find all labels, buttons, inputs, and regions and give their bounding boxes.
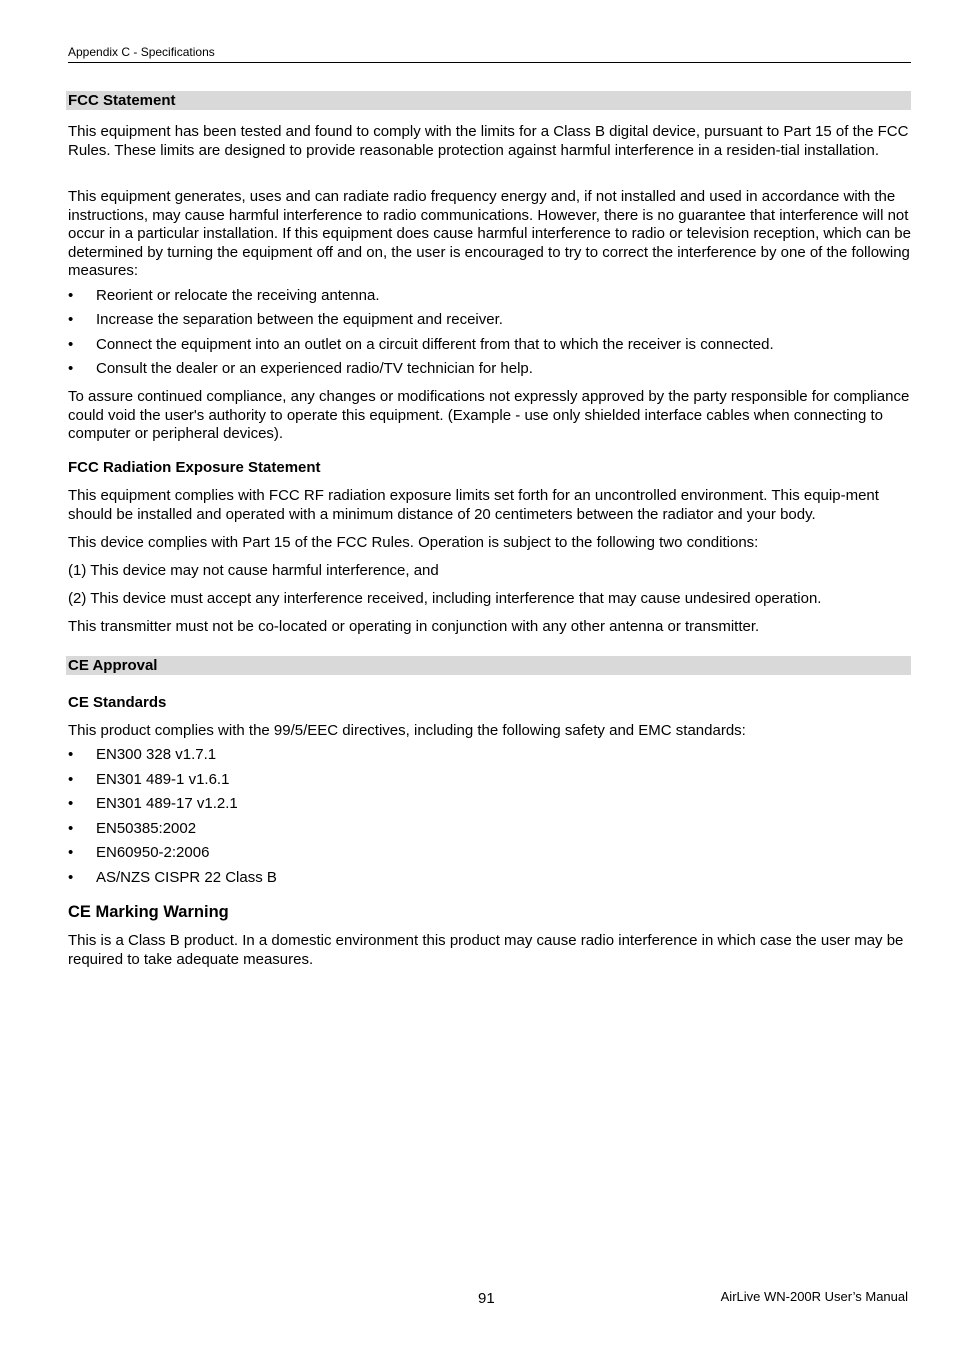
fcc-paragraph-3: To assure continued compliance, any changes or modifications not expressly approved by the party responsible for compliance could void the user's authority to operate this equipment. (Example - use only shielded interface cables when connecting to computer or peripheral devices). xyxy=(68,388,910,442)
header-title: Appendix C - Specifications xyxy=(68,45,215,59)
list-item xyxy=(68,746,216,764)
condition-1: (1) This device may not cause harmful interference, and xyxy=(68,562,439,579)
list-item xyxy=(68,820,196,838)
fcc-paragraph-2: This equipment generates, uses and can radiate radio frequency energy and, if not installed and used in accordance with the instructions, may cause harmful interference to radio communications. However, there is no guarantee that interference will not occur in a particular installation. If this equipment does cause harmful interference to radio or television reception, which can be determined by turning the equipment off and on, the user is encouraged to try to correct the interference by one of the following measures: xyxy=(68,188,911,279)
section-title-fcc-statement: FCC Statement xyxy=(66,91,911,110)
list-item xyxy=(68,771,229,789)
radiation-paragraph-2: This device complies with Part 15 of the FCC Rules. Operation is subject to the following two conditions: xyxy=(68,534,759,551)
ce-warning-text: This is a Class B product. In a domestic environment this product may cause radio interference in which case the user may be required to take adequate measures. xyxy=(68,932,904,968)
list-item-text: Reorient or relocate the receiving antenna. xyxy=(96,287,380,304)
page-number: 91 xyxy=(478,1290,495,1307)
list-item-text: EN301 489-1 v1.6.1 xyxy=(96,771,230,788)
bullet-icon: • xyxy=(68,844,74,861)
heading-ce-marking-warning: CE Marking Warning xyxy=(68,903,229,921)
list-item-text: EN300 328 v1.7.1 xyxy=(96,746,217,763)
ce-standards-intro: This product complies with the 99/5/EEC directives, including the following safety and EMC standards: xyxy=(68,722,746,739)
bullet-icon: • xyxy=(68,287,74,304)
list-item-text: EN301 489-17 v1.2.1 xyxy=(96,795,238,812)
bullet-icon: • xyxy=(68,771,74,788)
bullet-icon: • xyxy=(68,869,74,886)
list-item xyxy=(68,869,277,887)
condition-2: (2) This device must accept any interference received, including interference that may cause undesired operation. xyxy=(68,590,822,607)
section-title-ce-approval: CE Approval xyxy=(66,656,911,675)
radiation-paragraph-3: This transmitter must not be co-located or operating in conjunction with any other antenna or transmitter. xyxy=(68,618,760,635)
list-item-text: EN50385:2002 xyxy=(96,820,197,837)
list-item xyxy=(68,336,774,354)
fcc-paragraph-1: This equipment has been tested and found to comply with the limits for a Class B digital device, pursuant to Part 15 of the FCC Rules. These limits are designed to provide reasonable protection against harmful interference in a residen-tial installation. xyxy=(68,123,909,159)
page-header xyxy=(68,44,911,63)
list-item xyxy=(68,311,503,329)
bullet-icon: • xyxy=(68,336,74,353)
list-item xyxy=(68,795,238,813)
bullet-icon: • xyxy=(68,311,74,328)
manual-title: AirLive WN-200R User’s Manual xyxy=(720,1289,908,1304)
heading-ce-standards: CE Standards xyxy=(68,694,167,711)
list-item xyxy=(68,844,209,862)
heading-fcc-radiation: FCC Radiation Exposure Statement xyxy=(68,459,321,476)
list-item-text: Increase the separation between the equipment and receiver. xyxy=(96,311,503,328)
bullet-icon: • xyxy=(68,820,74,837)
list-item xyxy=(68,360,533,378)
list-item xyxy=(68,287,380,305)
list-item-text: AS/NZS CISPR 22 Class B xyxy=(96,869,277,886)
radiation-paragraph-1: This equipment complies with FCC RF radiation exposure limits set forth for an uncontrolled environment. This equip-ment should be installed and operated with a minimum distance of 20 centimeters between the radiator and your body. xyxy=(68,487,879,523)
list-item-text: Consult the dealer or an experienced radio/TV technician for help. xyxy=(96,360,533,377)
list-item-text: Connect the equipment into an outlet on a circuit different from that to which the receiver is connected. xyxy=(96,336,774,353)
bullet-icon: • xyxy=(68,746,74,763)
bullet-icon: • xyxy=(68,795,74,812)
bullet-icon: • xyxy=(68,360,74,377)
list-item-text: EN60950-2:2006 xyxy=(96,844,210,861)
